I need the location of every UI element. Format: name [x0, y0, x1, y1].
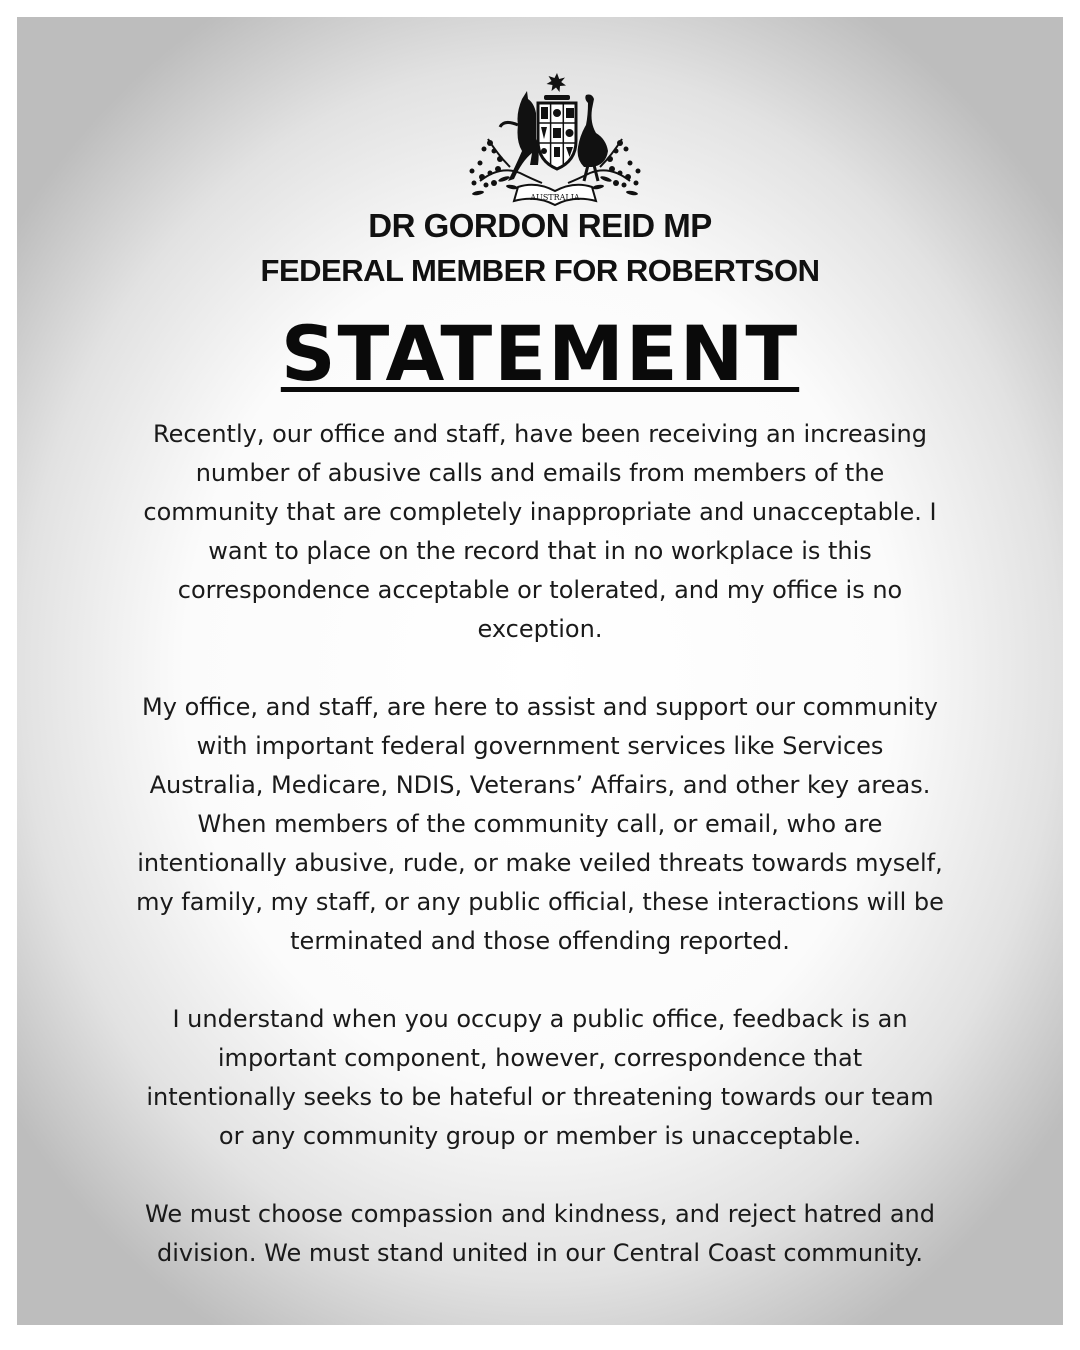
paragraph-4 [105, 1195, 975, 1273]
paragraph-line: intentionally abusive, rude, or make veiled threats towards myself, [137, 849, 943, 877]
paragraph-line: or any community group or member is unacceptable. [218, 1122, 862, 1150]
statement-title: STATEMENT [280, 309, 800, 398]
paragraph-line: Australia, Medicare, NDIS, Veterans’ Affairs, and other key areas. [149, 771, 931, 799]
member-role: FEDERAL MEMBER FOR ROBERTSON [260, 253, 820, 288]
paragraph-line: Recently, our office and staff, have been receiving an increasing [153, 420, 927, 448]
paragraph-2 [105, 688, 975, 961]
statement-body [105, 415, 975, 1312]
paragraph-line: community that are completely inappropriate and unacceptable. I [143, 498, 937, 526]
paragraph-line: correspondence acceptable or tolerated, and my office is no [177, 576, 903, 604]
paragraph-line: my family, my staff, or any public official, these interactions will be [136, 888, 944, 916]
paragraph-line: important component, however, correspondence that [217, 1044, 863, 1072]
paragraph-line: exception. [477, 615, 603, 643]
paragraph-line: We must choose compassion and kindness, and reject hatred and [145, 1200, 935, 1228]
member-name: DR GORDON REID MP [368, 207, 712, 244]
paragraph-line: terminated and those offending reported. [290, 927, 790, 955]
paragraph-line: want to place on the record that in no workplace is this [208, 537, 872, 565]
crest-scroll-text: AUSTRALIA [530, 193, 580, 202]
paragraph-line: intentionally seeks to be hateful or threatening towards our team [146, 1083, 934, 1111]
paragraph-1 [105, 415, 975, 649]
statement-card [17, 17, 1063, 1325]
paragraph-line: My office, and staff, are here to assist and support our community [142, 693, 938, 721]
paragraph-line: When members of the community call, or email, who are [197, 810, 883, 838]
australian-coat-of-arms-icon [460, 69, 650, 217]
paragraph-line: number of abusive calls and emails from members of the [195, 459, 885, 487]
paragraph-line: division. We must stand united in our Central Coast community. [157, 1239, 923, 1267]
paragraph-line: I understand when you occupy a public office, feedback is an [172, 1005, 908, 1033]
paragraph-line: with important federal government services like Services [196, 732, 884, 760]
paragraph-3 [105, 1000, 975, 1156]
